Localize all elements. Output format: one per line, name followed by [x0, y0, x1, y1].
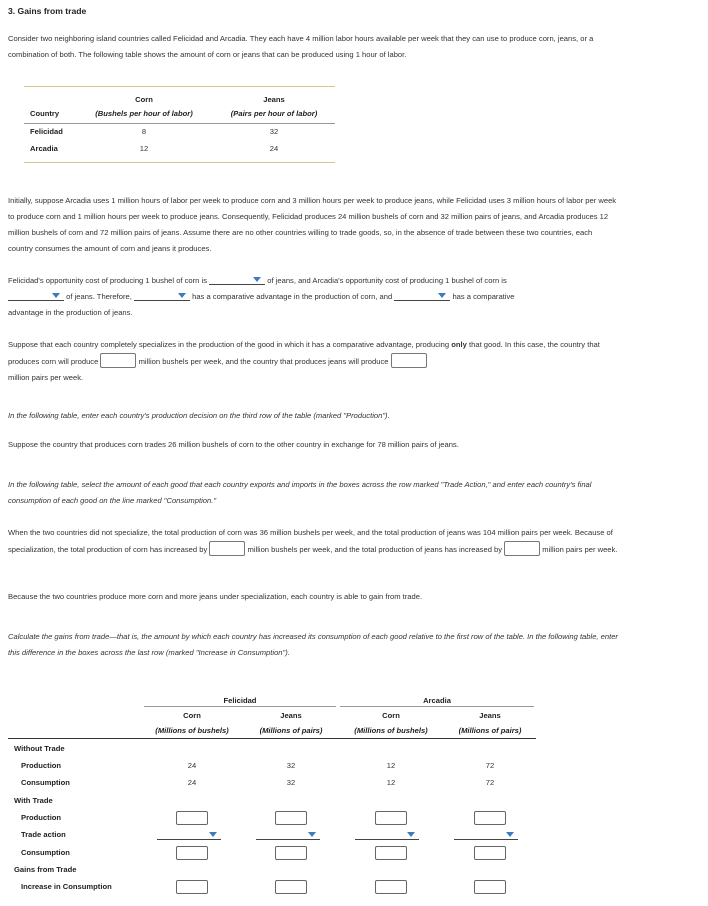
col-country-header: Country — [30, 109, 60, 118]
arcadia-jeans-unit: (Millions of pairs) — [458, 726, 522, 735]
felicidad-header: Felicidad — [223, 696, 257, 705]
felicidad-corn-header: Corn — [183, 711, 201, 720]
arcadia-header: Arcadia — [423, 696, 451, 705]
row-trade-production: Production — [21, 813, 62, 822]
chevron-down-icon — [506, 832, 514, 837]
col-corn-header: Corn — [135, 95, 153, 104]
spec-text-1: Suppose that each country completely specializes in the production of the good in which it has a comparative advantage, producing — [8, 340, 450, 349]
corn-advantage-dropdown[interactable] — [134, 291, 190, 301]
chevron-down-icon — [438, 293, 446, 298]
row-increase-consumption: Increase in Consumption — [21, 882, 112, 891]
row-country-felicidad: Felicidad — [30, 127, 63, 136]
wt-consumption-felicidad-jeans: 32 — [286, 778, 296, 787]
wt-production-arcadia-corn: 12 — [386, 761, 396, 770]
opportunity-cost-paragraph — [8, 273, 618, 321]
increase-arcadia-corn-input[interactable] — [375, 880, 407, 894]
specialization-paragraph — [8, 337, 618, 386]
chevron-down-icon — [209, 832, 217, 837]
spec-text-2: that good. In this case, the country that produces corn will produce — [8, 340, 600, 366]
row-without-trade: Without Trade — [14, 744, 65, 753]
col-jeans-unit: (Pairs per hour of labor) — [230, 109, 318, 118]
chevron-down-icon — [178, 293, 186, 298]
spec-text-3: million bushels per week, and the country that produces jeans will produce — [138, 357, 389, 366]
jeans-increase-input[interactable] — [504, 541, 540, 556]
row-felicidad-jeans: 32 — [269, 127, 279, 136]
wt-production-felicidad-corn: 24 — [187, 761, 197, 770]
totals-text-3: million pairs per week. — [542, 545, 618, 554]
trade-production-felicidad-jeans-input[interactable] — [275, 811, 307, 825]
wt-consumption-felicidad-corn: 24 — [187, 778, 197, 787]
instruction-production: In the following table, enter each country's production decision on the third row of the table (marked "Production"). — [8, 411, 390, 420]
row-with-trade: With Trade — [14, 796, 53, 805]
row-country-arcadia: Arcadia — [30, 144, 58, 153]
row-arcadia-corn: 12 — [139, 144, 149, 153]
row-arcadia-jeans: 24 — [269, 144, 279, 153]
increase-felicidad-corn-input[interactable] — [176, 880, 208, 894]
chevron-down-icon — [407, 832, 415, 837]
intro-paragraph: Consider two neighboring island countries called Felicidad and Arcadia. They each have 4 million labor hours available per week that they can use to produce corn, jeans, or a combination of both. The following table shows the amount of corn or jeans that can be produced using 1 hour of labor. — [8, 34, 594, 59]
instruction-increase: Calculate the gains from trade—that is, the amount by which each country has increased its consumption of each good relative to the first row of the table. In the following table, enter this difference in the boxes across the last row (marked "Increase in Consumption"). — [8, 632, 618, 657]
page-title: 3. Gains from trade — [8, 6, 87, 16]
corn-increase-input[interactable] — [209, 541, 245, 556]
trade-action-arcadia-corn-dropdown[interactable] — [355, 830, 419, 840]
trade-production-felicidad-corn-input[interactable] — [176, 811, 208, 825]
wt-production-felicidad-jeans: 32 — [286, 761, 296, 770]
row-felicidad-corn: 8 — [141, 127, 147, 136]
row-wt-production: Production — [21, 761, 62, 770]
row-gains-from-trade: Gains from Trade — [14, 865, 77, 874]
trade-production-arcadia-corn-input[interactable] — [375, 811, 407, 825]
trade-consumption-felicidad-corn-input[interactable] — [176, 846, 208, 860]
instruction-trade-action: In the following table, select the amount of each good that each country exports and imports in the boxes across the row marked "Trade Action," and enter each country's final consumption of each good on the line marked "Consumption." — [8, 480, 592, 505]
jeans-advantage-dropdown[interactable] — [394, 291, 450, 301]
oc-text-3: of jeans. Therefore, — [66, 292, 132, 301]
chevron-down-icon — [253, 277, 261, 282]
totals-text-2: million bushels per week, and the total production of jeans has increased by — [247, 545, 503, 554]
jeans-production-input[interactable] — [391, 353, 427, 368]
col-jeans-header: Jeans — [263, 95, 285, 104]
chevron-down-icon — [52, 293, 60, 298]
trade-consumption-arcadia-jeans-input[interactable] — [474, 846, 506, 860]
col-corn-unit: (Bushels per hour of labor) — [95, 109, 193, 118]
trade-consumption-felicidad-jeans-input[interactable] — [275, 846, 307, 860]
chevron-down-icon — [308, 832, 316, 837]
increase-arcadia-jeans-input[interactable] — [474, 880, 506, 894]
initial-paragraph: Initially, suppose Arcadia uses 1 million hours of labor per week to produce corn and 3 million hours per week to produce jeans, while Felicidad uses 3 million hours of labor per week to produce corn and 1 million hours per week to produce jeans. Consequently, Felicidad produces 24 million bushels of corn and 32 million pairs of jeans, and Arcadia produces 12 million bushels of corn and 72 million pairs of jeans. Assume there are no other countries willing to trade goods, so, in the absence of trade between these two countries, each country consumes the amount of corn and jeans it produces. — [8, 196, 617, 253]
trade-action-felicidad-corn-dropdown[interactable] — [157, 830, 221, 840]
wt-production-arcadia-jeans: 72 — [485, 761, 495, 770]
trade-paragraph: Suppose the country that produces corn trades 26 million bushels of corn to the other country in exchange for 78 million pairs of jeans. — [8, 440, 459, 449]
wt-consumption-arcadia-jeans: 72 — [485, 778, 495, 787]
corn-production-input[interactable] — [100, 353, 136, 368]
trade-action-felicidad-jeans-dropdown[interactable] — [256, 830, 320, 840]
oc-text-6: advantage in the production of jeans. — [8, 308, 133, 317]
wt-consumption-arcadia-corn: 12 — [386, 778, 396, 787]
oc-text-5: has a comparative — [452, 292, 515, 301]
row-trade-consumption: Consumption — [21, 848, 70, 857]
trade-consumption-arcadia-corn-input[interactable] — [375, 846, 407, 860]
oc-text-2: of jeans, and Arcadia's opportunity cost of producing 1 bushel of corn is — [267, 276, 507, 285]
totals-text-1: When the two countries did not specialize, the total production of corn was 36 million bushels per week, and the total production of jeans was 104 million pairs per week. Because of specialization, the total production of corn has increased by — [8, 528, 613, 554]
arcadia-oc-dropdown[interactable] — [8, 291, 64, 301]
row-trade-action: Trade action — [21, 830, 66, 839]
row-wt-consumption: Consumption — [21, 778, 70, 787]
spec-text-4: million pairs per week. — [8, 373, 84, 382]
arcadia-jeans-header: Jeans — [479, 711, 501, 720]
arcadia-corn-unit: (Millions of bushels) — [354, 726, 428, 735]
felicidad-jeans-header: Jeans — [280, 711, 302, 720]
arcadia-corn-header: Corn — [382, 711, 400, 720]
felicidad-corn-unit: (Millions of bushels) — [155, 726, 229, 735]
felicidad-jeans-unit: (Millions of pairs) — [259, 726, 323, 735]
totals-paragraph — [8, 525, 618, 558]
increase-felicidad-jeans-input[interactable] — [275, 880, 307, 894]
oc-text-1: Felicidad's opportunity cost of producing 1 bushel of corn is — [8, 276, 207, 285]
gain-paragraph: Because the two countries produce more corn and more jeans under specialization, each country is able to gain from trade. — [8, 592, 423, 601]
trade-action-arcadia-jeans-dropdown[interactable] — [454, 830, 518, 840]
trade-production-arcadia-jeans-input[interactable] — [474, 811, 506, 825]
spec-only: only — [451, 340, 467, 349]
felicidad-oc-dropdown[interactable] — [209, 275, 265, 285]
oc-text-4: has a comparative advantage in the production of corn, and — [192, 292, 393, 301]
